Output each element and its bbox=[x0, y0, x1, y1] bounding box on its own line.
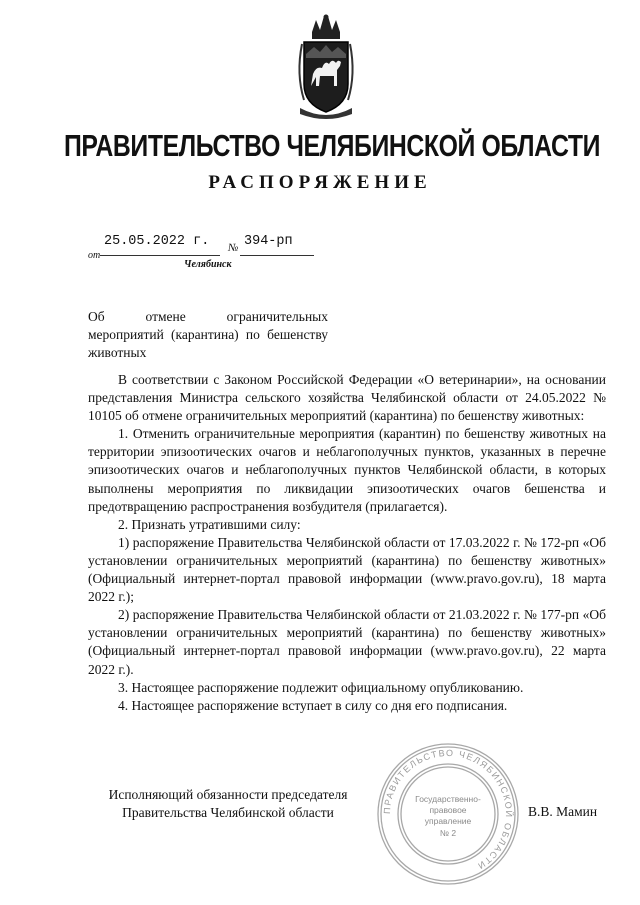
signatory-title-line: Исполняющий обязанности председателя bbox=[108, 787, 348, 802]
body-paragraph: 4. Настоящее распоряжение вступает в силу со дня его подписания. bbox=[118, 697, 508, 713]
body-paragraph: 1) распоряжение Правительства Челябинской области от 17.03.2022 г. № 172-рп «Об установлении ограничительных мероприятий (карантина) по бешенству животных» (Официальный интернет-портал правовой информации (www.pravo.gov.ru), 18 марта 2022 г.); bbox=[88, 534, 606, 605]
body-paragraph: В соответствии с Законом Российской Федерации «О ветеринарии», на основании представления Министра сельского хозяйства Челябинской области от 24.05.2022 № 10105 об отмене ограничительных мероприятий (карантина) по бешенству животных: bbox=[88, 372, 606, 424]
body-paragraph: 2) распоряжение Правительства Челябинской области от 21.03.2022 г. № 177-рп «Об установлении ограничительных мероприятий (карантина) по бешенству животных» (Официальный интернет-портал правовой информации (www.pravo.gov.ru), 22 марта 2022 г.). bbox=[88, 607, 606, 677]
city-name: Челябинск bbox=[184, 259, 232, 270]
body-paragraph: 3. Настоящее распоряжение подлежит официальному опубликованию. bbox=[118, 679, 524, 695]
stamp-center-text: Государственно- bbox=[415, 794, 481, 804]
body-paragraph: 2. Признать утратившими силу: bbox=[118, 516, 301, 532]
stamp-center-text: правовое bbox=[429, 805, 467, 815]
document-number: 394-рп bbox=[244, 234, 293, 249]
signatory-name: В.В. Мамин bbox=[528, 804, 598, 819]
number-prefix: № bbox=[228, 242, 239, 254]
body-paragraph: 1. Отменить ограничительные мероприятия (карантин) по бешенству животных на территории эпизоотических очагов и неблагополучных пунктов, указанных в перечне эпизоотических очагов и неблагополучных пунктов Челябинской области, в которых выполнены мероприятия по ликвидации эпизоотических очагов бешенства и предотвращению распространения возбудителя (прилагается). bbox=[88, 426, 606, 514]
stamp-ring-text: ПРАВИТЕЛЬСТВО ЧЕЛЯБИНСКОЙ ОБЛАСТИ bbox=[381, 747, 515, 872]
stamp-center-text: № 2 bbox=[439, 828, 457, 838]
date-underline bbox=[100, 255, 220, 256]
stamp-center-text: управление bbox=[424, 816, 472, 826]
date-prefix: от bbox=[88, 250, 101, 261]
document-date: 25.05.2022 г. bbox=[104, 234, 210, 249]
document-body bbox=[88, 371, 606, 715]
coat-of-arms-icon bbox=[294, 14, 358, 122]
government-title: ПРАВИТЕЛЬСТВО ЧЕЛЯБИНСКОЙ ОБЛАСТИ bbox=[64, 128, 601, 163]
number-underline bbox=[240, 255, 314, 256]
document-type: РАСПОРЯЖЕНИЕ bbox=[208, 172, 432, 193]
signatory-title-line: Правительства Челябинской области bbox=[122, 805, 334, 820]
official-stamp-icon bbox=[374, 740, 522, 888]
document-subject: Об отмене ограничительных мероприятий (карантина) по бешенству животных bbox=[88, 309, 328, 360]
signatory-title bbox=[88, 786, 368, 822]
